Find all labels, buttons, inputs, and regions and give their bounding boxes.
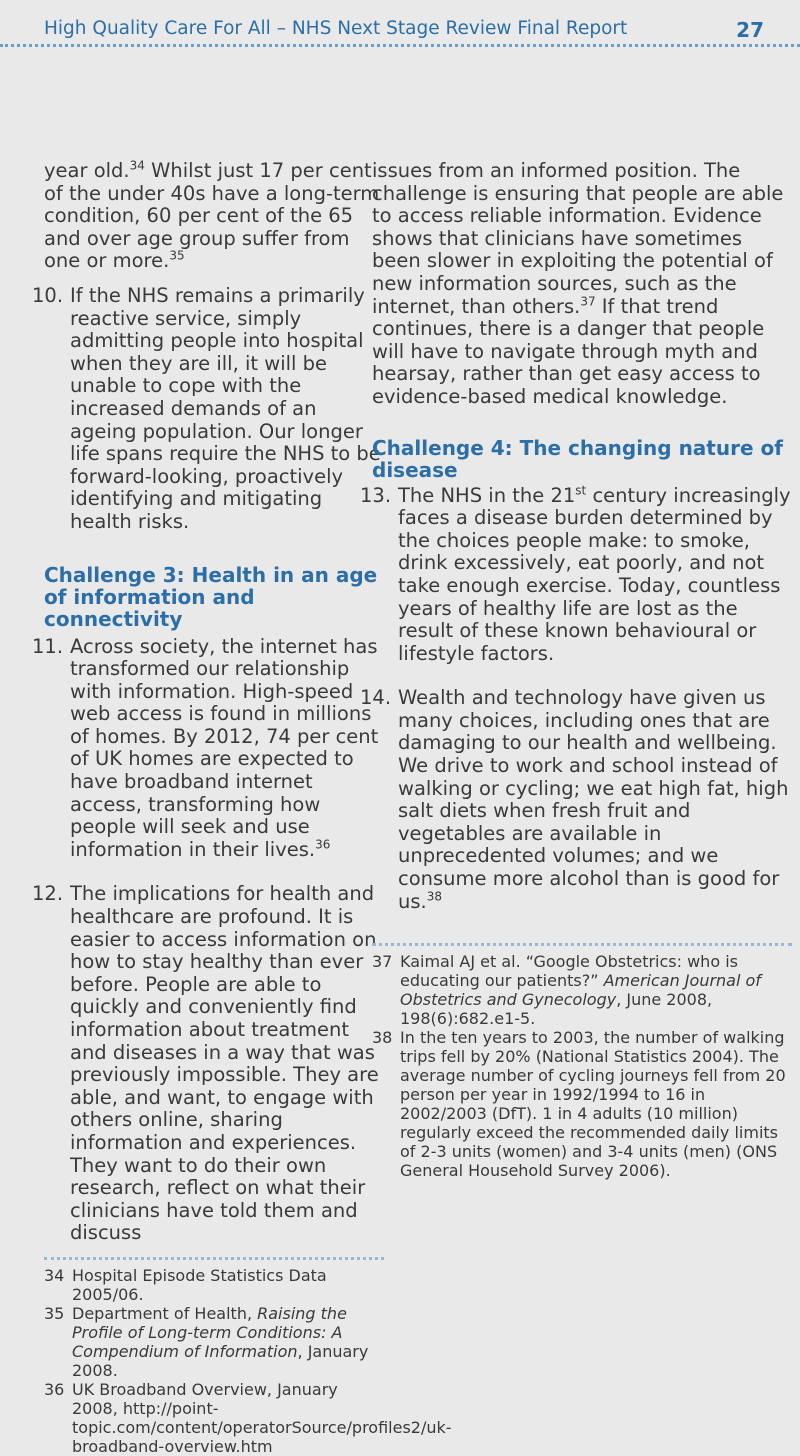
paragraph-12: 12. The implications for health and healthcare are profound. It is easier to access information on how to stay healthy than ever before. People are able to quickly and conveniently find information about treatment and diseases in a way that was previously impossible. They are able, and want, to engage with others online, sharing information and experiences. They want to do their own research, reflect on what their clinicians have told them and discuss: [32, 882, 379, 1245]
continuation-paragraph: issues from an informed position. The challenge is ensuring that people are able to access reliable information. Evidence shows that clinicians have sometimes been slower in exploiting the potential of new information sources, such as the internet, than others.$^{37}$ If that trend continues, there is a danger that people will have to navigate through myth and hearsay, rather than get easy access to evidence-based medical knowledge.: [372, 159, 784, 408]
header-divider: [0, 44, 800, 47]
paragraph-14: 14. Wealth and technology have given us many choices, including ones that are damaging to our health and wellbeing. We drive to work and school instead of walking or cycling; we eat high fat, high salt diets when fresh fruit and vegetables are available in unprecedented volumes; and we consume more alcohol than is good for us.$^{38}$: [360, 686, 789, 913]
footnote-38: 38 In the ten years to 2003, the number of walking trips fell by 20% (National Statistics 2004). The average number of cycling journeys fell from 20 person per year in 1992/1994 to 16 in 2002/2003 (DfT). 1 in 4 adults (10 million) regularly exceed the recommended daily limits of 2-3 units (women) and 3-4 units (men) (ONS General Household Survey 2006).: [372, 1028, 786, 1181]
right-column: [360, 159, 792, 1181]
paragraph-11: 11. Across society, the internet has transformed our relationship with information. High-speed web access is found in millions of homes. By 2012, 74 per cent of UK homes are expected to have broadband internet access, transforming how people will seek and use information in their lives.$^{36}$: [32, 634, 379, 861]
footnote-36: 36 UK Broadband Overview, January 2008, http://point-topic.com/content/operatorSource/profiles2/uk-broadband-overview.htm: [44, 1379, 452, 1456]
heading-challenge-3: Challenge 3: Health in an age of information and connectivity: [44, 562, 378, 631]
footnote-37: 37 Kaimal AJ et al. “Google Obstetrics: who is educating our patients?” American Journal of Obstetrics and Gynecology, June 2008, 198(6):682.e1-5.: [372, 952, 761, 1029]
heading-challenge-4: Challenge 4: The changing nature of disease: [372, 435, 783, 482]
paragraph-13: 13. The NHS in the 21st century increasingly faces a disease burden determined by the choices people make: to smoke, drink excessively, eat poorly, and not take enough exercise. Today, countless years of healthy life are lost as the result of these known behavioural or lifestyle factors.: [360, 483, 791, 665]
left-column: [32, 158, 452, 1456]
paragraph-10: 10. If the NHS remains a primarily reactive service, simply admitting people into hospital when they are ill, it will be unable to cope with the increased demands of an ageing population. Our longer life spans require the NHS to be forward-looking, proactively identifying and mitigating health risks.: [32, 283, 381, 533]
running-header: High Quality Care For All – NHS Next Stage Review Final Report: [44, 18, 628, 39]
footnote-divider: [372, 943, 792, 946]
footnote-35: 35 Department of Health, Raising the Profile of Long-term Conditions: A Compendium of Information, January 2008.: [44, 1303, 369, 1380]
page-number: 27: [736, 18, 764, 42]
footnote-34: 34 Hospital Episode Statistics Data 2005/06.: [44, 1265, 327, 1304]
intro-paragraph: year old.$^{34}$ Whilst just 17 per cent of the under 40s have a long-term condition, 60 per cent of the 65 and over age group suffer from one or more.$^{35}$: [44, 158, 380, 273]
footnote-divider: [44, 1257, 384, 1260]
